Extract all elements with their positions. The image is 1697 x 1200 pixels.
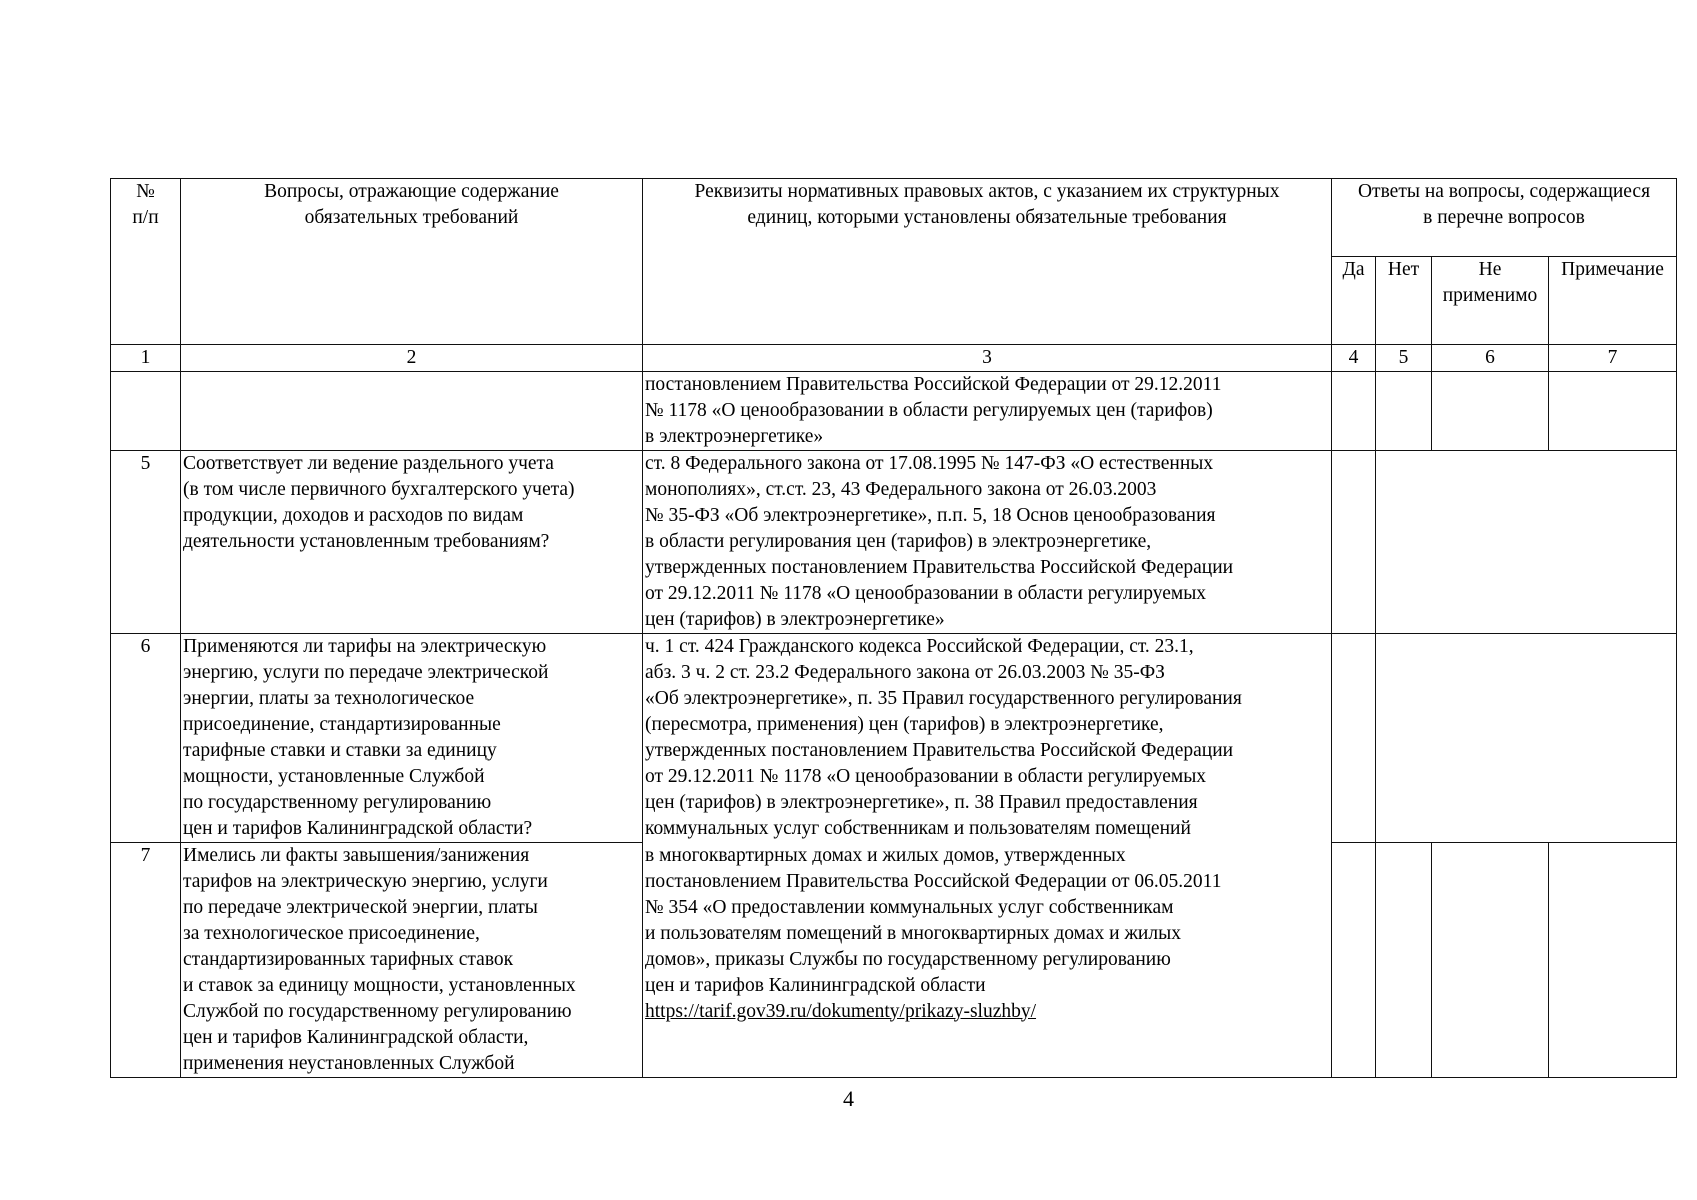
header-note: Примечание <box>1549 257 1677 345</box>
answer-note-cell[interactable] <box>1549 843 1677 1078</box>
row-number <box>111 372 181 451</box>
answer-yes-cell[interactable] <box>1332 843 1376 1078</box>
answer-yes-cell[interactable] <box>1332 451 1376 634</box>
table-row <box>111 372 1677 451</box>
answer-na-cell[interactable] <box>1432 843 1549 1078</box>
answer-yes-cell[interactable] <box>1332 372 1376 451</box>
row-number: 5 <box>111 451 181 634</box>
legal-acts-cell <box>643 843 1332 1078</box>
column-number: 2 <box>181 345 643 372</box>
header-not-applicable: Не применимо <box>1432 257 1549 345</box>
answer-yes-cell[interactable] <box>1332 634 1376 843</box>
column-number: 3 <box>643 345 1332 372</box>
answer-merged-cell[interactable] <box>1376 451 1677 634</box>
column-number: 4 <box>1332 345 1376 372</box>
page-number: 4 <box>843 1086 854 1111</box>
question-text: Соответствует ли ведение раздельного учета (в том числе первичного бухгалтерского учета) продукции, доходов и расходов по видам деятельности установленным требованиям? <box>181 451 643 634</box>
legal-acts-text: в многоквартирных домах и жилых домов, утвержденных постановлением Правительства Российской Федерации от 06.05.2011 № 354 «О предоставлении коммунальных услуг собственникам и пользователям помещений в многоквартирных домах и жилых домов», приказы Службы по государственному регулированию цен и тарифов Калининградской области <box>645 844 1222 996</box>
header-number: № п/п <box>111 179 181 345</box>
column-number: 7 <box>1549 345 1677 372</box>
question-text <box>181 372 643 451</box>
table-row <box>111 843 1677 1078</box>
answer-no-cell[interactable] <box>1376 843 1432 1078</box>
answer-na-cell[interactable] <box>1432 372 1549 451</box>
row-number: 7 <box>111 843 181 1078</box>
header-no: Нет <box>1376 257 1432 345</box>
legal-acts-text: постановлением Правительства Российской Федерации от 29.12.2011 № 1178 «О ценообразовании в области регулируемых цен (тарифов) в электроэнергетике» <box>643 372 1332 451</box>
legal-acts-text: ст. 8 Федерального закона от 17.08.1995 № 147-ФЗ «О естественных монополиях», ст.ст. 23, 43 Федерального закона от 26.03.2003 № 35-ФЗ «Об электроэнергетике», п.п. 5, 18 Основ ценообразования в области регулирования цен (тарифов) в электроэнергетике, утвержденных постановлением Правительства Российской Федерации от 29.12.2011 № 1178 «О ценообразовании в области регулируемых цен (тарифов) в электроэнергетике» <box>643 451 1332 634</box>
table-row <box>111 634 1677 843</box>
question-text: Имелись ли факты завышения/занижения тарифов на электрическую энергию, услуги по передаче электрической энергии, платы за технологическое присоединение, стандартизированных тарифных ставок и ставок за единицу мощности, установленных Службой по государственному регулированию цен и тарифов Калининградской области, применения неустановленных Службой <box>181 843 643 1078</box>
column-number: 6 <box>1432 345 1549 372</box>
column-number: 1 <box>111 345 181 372</box>
column-number: 5 <box>1376 345 1432 372</box>
question-text: Применяются ли тарифы на электрическую энергию, услуги по передаче электрической энергии, платы за технологическое присоединение, стандартизированные тарифные ставки и ставки за единицу мощности, установленные Службой по государственному регулированию цен и тарифов Калининградской области? <box>181 634 643 843</box>
answer-note-cell[interactable] <box>1549 372 1677 451</box>
legal-acts-text: ч. 1 ст. 424 Гражданского кодекса Российской Федерации, ст. 23.1, абз. 3 ч. 2 ст. 23.2 Федерального закона от 26.03.2003 № 35-ФЗ «Об электроэнергетике», п. 35 Правил государственного регулирования (пересмотра, применения) цен (тарифов) в электроэнергетике, утвержденных постановлением Правительства Российской Федерации от 29.12.2011 № 1178 «О ценообразовании в области регулируемых цен (тарифов) в электроэнергетике», п. 38 Правил предоставления коммунальных услуг собственникам и пользователям помещений <box>643 634 1332 843</box>
table-row <box>111 451 1677 634</box>
column-number-row <box>111 345 1677 372</box>
header-answers: Ответы на вопросы, содержащиеся в перечне вопросов <box>1332 179 1677 257</box>
header-questions: Вопросы, отражающие содержание обязательных требований <box>181 179 643 345</box>
answer-merged-cell[interactable] <box>1376 634 1677 843</box>
prikazy-link[interactable]: https://tarif.gov39.ru/dokumenty/prikazy-sluzhby/ <box>645 1000 1037 1022</box>
row-number: 6 <box>111 634 181 843</box>
header-yes: Да <box>1332 257 1376 345</box>
header-legal-acts: Реквизиты нормативных правовых актов, с указанием их структурных единиц, которыми установлены обязательные требования <box>643 179 1332 345</box>
requirements-table <box>110 178 1677 1078</box>
answer-no-cell[interactable] <box>1376 372 1432 451</box>
